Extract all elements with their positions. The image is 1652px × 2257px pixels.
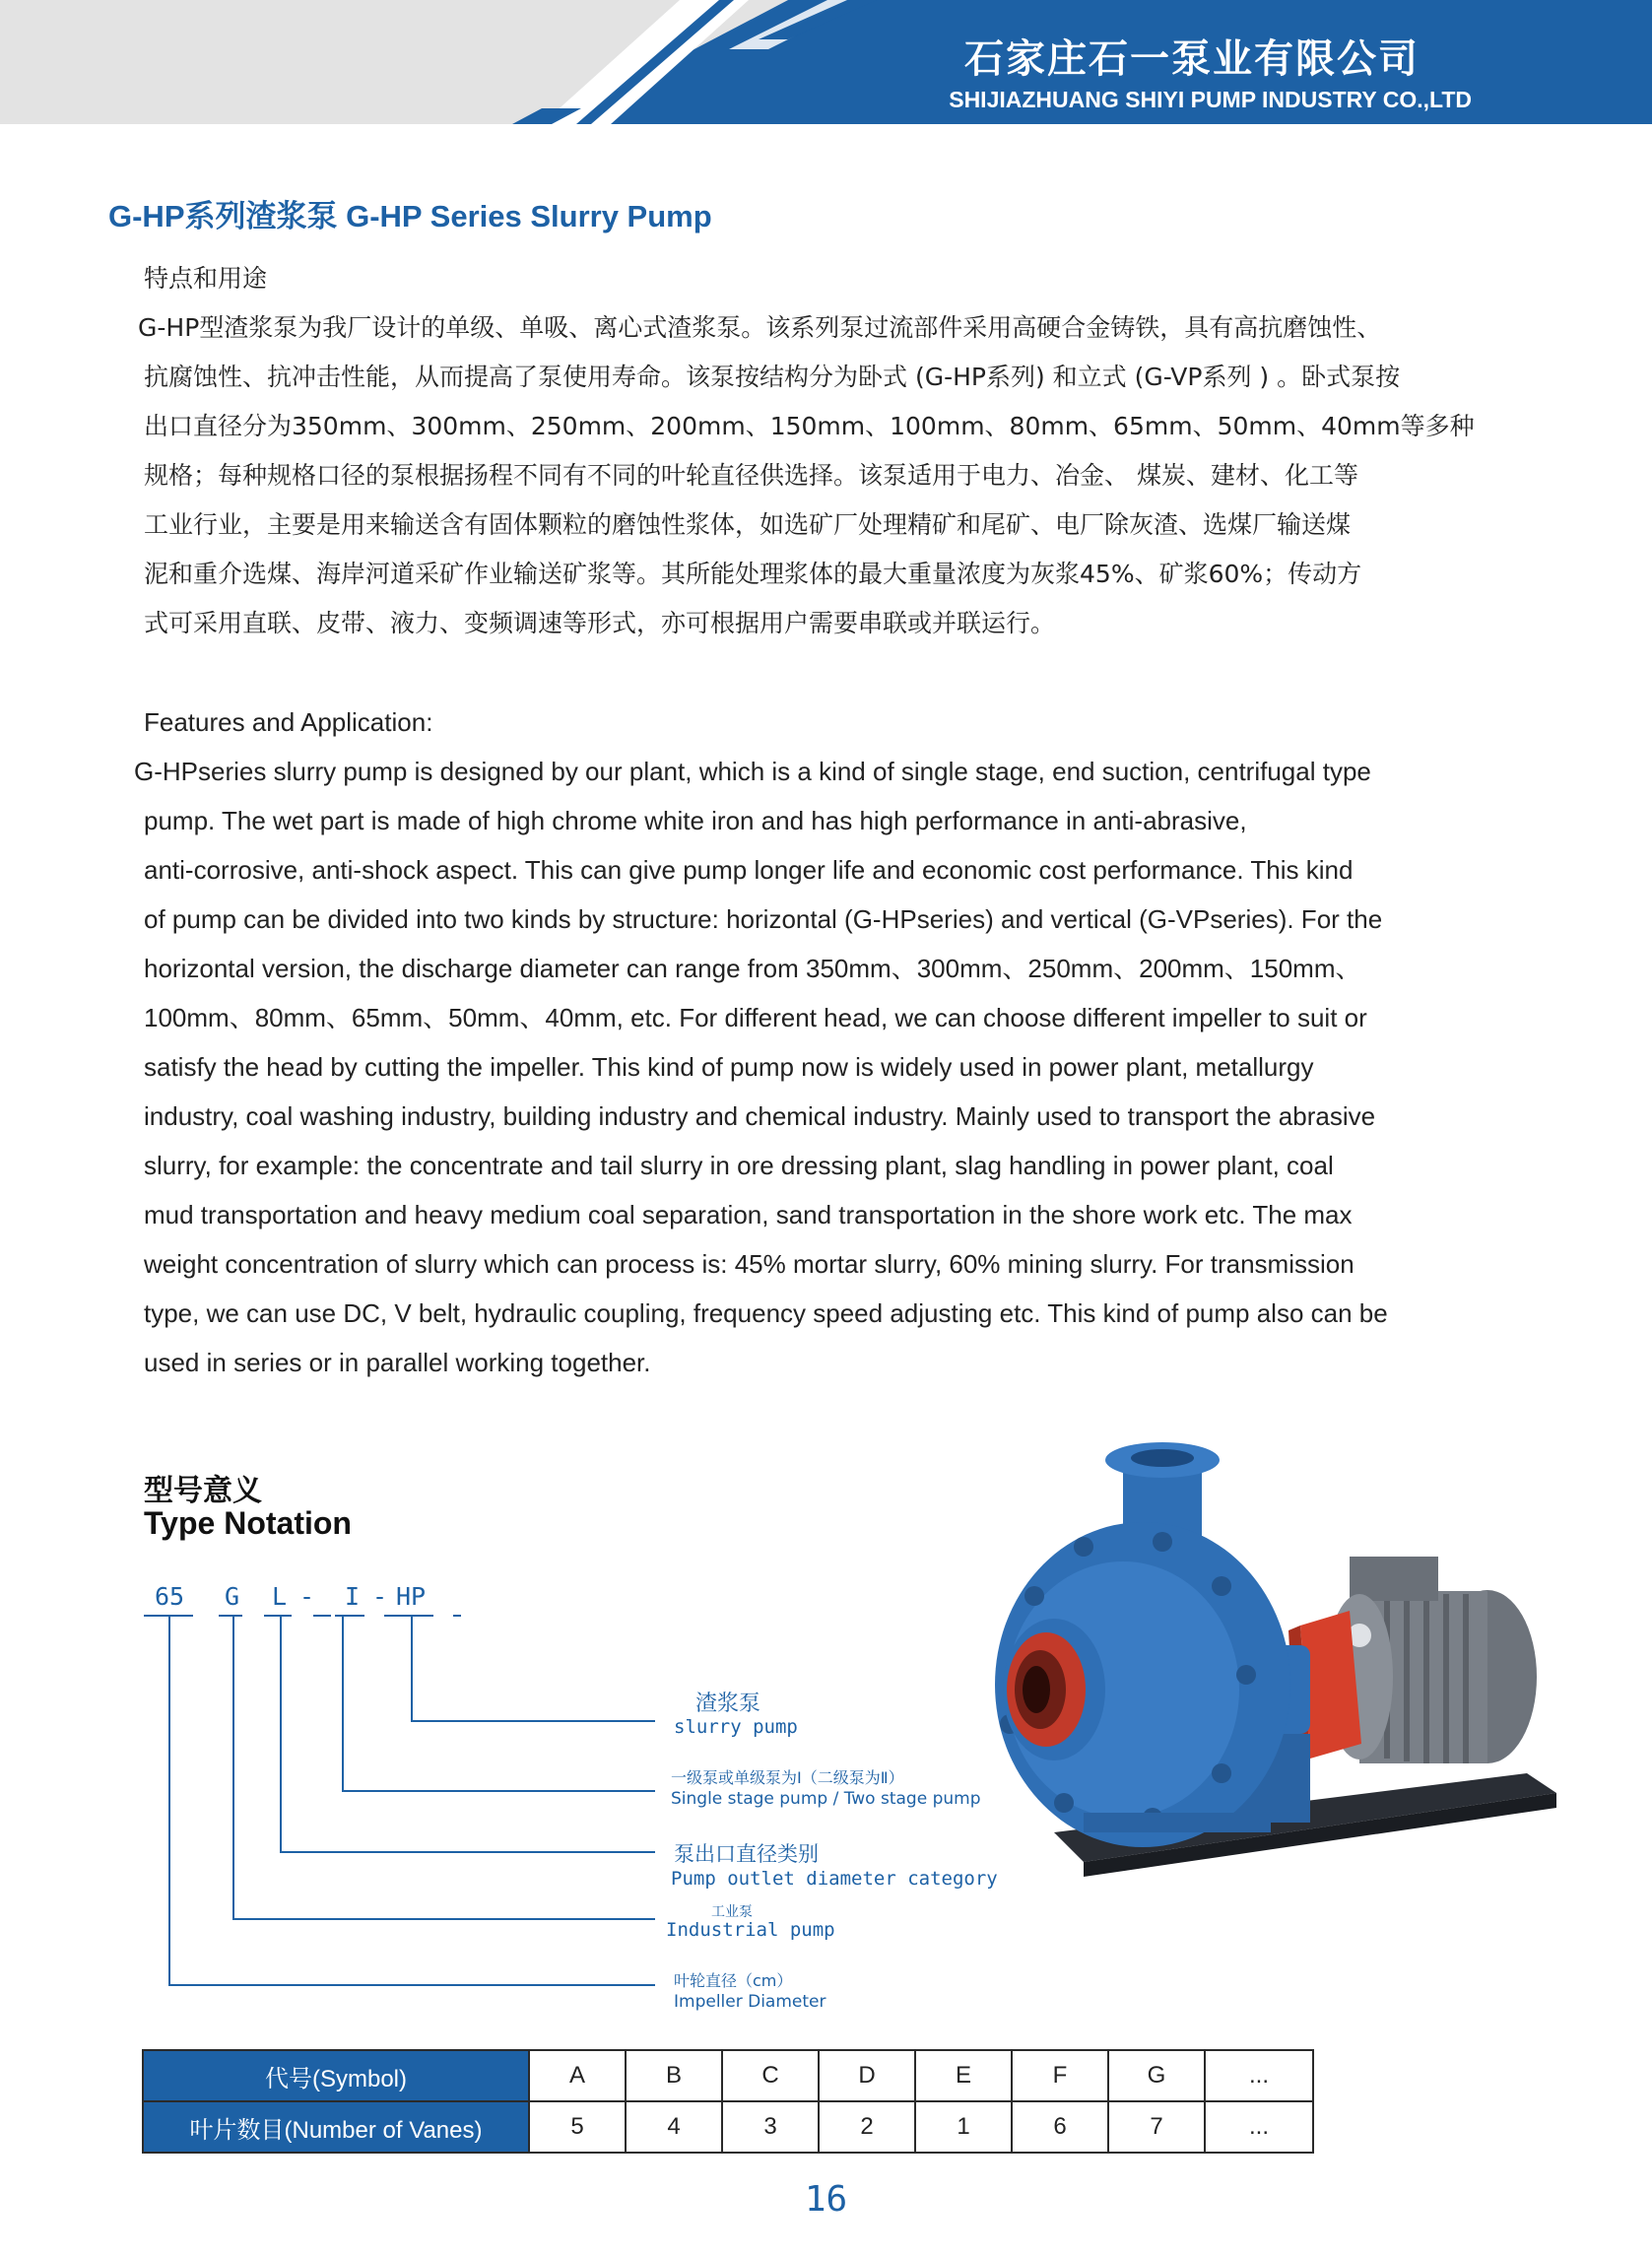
cn-paragraph-line: 出口直径分为350mm、300mm、250mm、200mm、150mm、100mm、80mm、65mm、50mm、40mm等多种 [144, 412, 1475, 440]
cn-features-heading: 特点和用途 [144, 264, 268, 293]
en-paragraph-line: mud transportation and heavy medium coal separation, sand transportation in the shore work etc. The max [144, 1200, 1353, 1229]
table-cell: 4 [626, 2101, 722, 2153]
table-cell: 7 [1108, 2101, 1205, 2153]
table-cell: C [722, 2050, 819, 2101]
code-part-stage: I [345, 1582, 361, 1611]
code-part-dash: - [372, 1582, 388, 1611]
table-cell: 3 [722, 2101, 819, 2153]
code-part-outlet: L [272, 1582, 288, 1611]
code-part-slurry: HP [396, 1582, 427, 1611]
cn-paragraph-line: 规格；每种规格口径的泵根据扬程不同有不同的叶轮直径供选择。该泵适用于电力、冶金、 煤炭、建材、化工等 [144, 461, 1358, 490]
legend-outlet-en: Pump outlet diameter category [671, 1868, 998, 1890]
table-row [143, 2101, 1313, 2153]
page-title: G-HP系列渣浆泵 G-HP Series Slurry Pump [108, 199, 712, 233]
table-cell: 6 [1012, 2101, 1108, 2153]
en-paragraph-line: slurry, for example: the concentrate and tail slurry in ore dressing plant, slag handling in power plant, coal [144, 1151, 1334, 1180]
table-row [143, 2050, 1313, 2101]
en-paragraph-line: of pump can be divided into two kinds by structure: horizontal (G-HPseries) and vertical (G-VPseries). For the [144, 904, 1383, 934]
table-row-header: 叶片数目(Number of Vanes) [143, 2101, 529, 2153]
legend-impeller-en: Impeller Diameter [674, 1992, 826, 2012]
en-paragraph-line: anti-corrosive, anti-shock aspect. This can give pump longer life and economic cost performance. This kind [144, 855, 1354, 885]
en-paragraph-line: used in series or in parallel working together. [144, 1348, 651, 1377]
en-paragraph-line: pump. The wet part is made of high chrome white iron and has high performance in anti-abrasive, [144, 806, 1247, 835]
table-cell: 5 [529, 2101, 626, 2153]
table-cell: 1 [915, 2101, 1012, 2153]
en-paragraph-line: 100mm、80mm、65mm、50mm、40mm, etc. For different head, we can choose different impeller to suit or [144, 1003, 1367, 1032]
cn-paragraph-line: 式可采用直联、皮带、液力、变频调速等形式，亦可根据用户需要串联或并联运行。 [144, 609, 1056, 637]
table-cell: A [529, 2050, 626, 2101]
table-cell: B [626, 2050, 722, 2101]
en-features-heading: Features and Application: [144, 707, 433, 737]
table-cell: F [1012, 2050, 1108, 2101]
type-notation-title-cn: 型号意义 [144, 1474, 262, 1508]
en-paragraph-line: G-HPseries slurry pump is designed by our plant, which is a kind of single stage, end suction, centrifugal type [134, 757, 1371, 786]
cn-paragraph-line: G-HP型渣浆泵为我厂设计的单级、单吸、离心式渣浆泵。该系列泵过流部件采用高硬合金铸铁，具有高抗磨蚀性、 [138, 313, 1382, 342]
legend-outlet-cn: 泵出口直径类别 [674, 1842, 819, 1866]
legend-stage-en: Single stage pump / Two stage pump [671, 1789, 981, 1809]
table-cell: ... [1205, 2101, 1313, 2153]
cn-paragraph-line: 抗腐蚀性、抗冲击性能，从而提高了泵使用寿命。该泵按结构分为卧式 (G-HP系列) 和立式 (G-VP系列 ) 。卧式泵按 [144, 363, 1401, 391]
page-number: 16 [804, 2179, 848, 2220]
legend-stage-cn: 一级泵或单级泵为Ⅰ（二级泵为Ⅱ） [671, 1768, 904, 1787]
table-cell: ... [1205, 2050, 1313, 2101]
company-name-cn: 石家庄石一泵业有限公司 [964, 35, 1420, 82]
code-part-dash: - [299, 1582, 315, 1611]
legend-impeller-cn: 叶轮直径（cm） [674, 1971, 793, 1990]
company-name-en: SHIJIAZHUANG SHIYI PUMP INDUSTRY CO.,LTD [949, 87, 1472, 112]
en-paragraph-line: industry, coal washing industry, building industry and chemical industry. Mainly used to transport the abrasive [144, 1101, 1376, 1131]
legend-industrial-cn: 工业泵 [711, 1904, 753, 1920]
table-cell: 2 [819, 2101, 915, 2153]
legend-industrial-en: Industrial pump [666, 1919, 835, 1941]
legend-slurry-en: slurry pump [674, 1716, 798, 1738]
en-paragraph-line: horizontal version, the discharge diameter can range from 350mm、300mm、250mm、200mm、150mm、 [144, 954, 1361, 983]
en-paragraph-line: weight concentration of slurry which can process is: 45% mortar slurry, 60% mining slurry. For transmission [144, 1249, 1355, 1279]
slurry-pump-image [975, 1419, 1566, 1892]
table-cell: E [915, 2050, 1012, 2101]
table-row-header: 代号(Symbol) [143, 2050, 529, 2101]
table-cell: G [1108, 2050, 1205, 2101]
cn-paragraph-line: 泥和重介选煤、海岸河道采矿作业输送矿浆等。其所能处理浆体的最大重量浓度为灰浆45%、矿浆60%；传动方 [144, 560, 1362, 588]
type-notation-title-en: Type Notation [144, 1505, 352, 1541]
vanes-table [142, 2049, 1314, 2154]
code-part-impeller: 65 [155, 1582, 185, 1611]
en-paragraph-line: type, we can use DC, V belt, hydraulic coupling, frequency speed adjusting etc. This kind of pump also can be [144, 1298, 1388, 1328]
legend-slurry-cn: 渣浆泵 [695, 1692, 761, 1716]
cn-paragraph-line: 工业行业，主要是用来输送含有固体颗粒的磨蚀性浆体，如选矿厂处理精矿和尾矿、电厂除灰渣、选煤厂输送煤 [144, 510, 1352, 539]
code-part-industrial: G [225, 1582, 240, 1611]
en-paragraph-line: satisfy the head by cutting the impeller. This kind of pump now is widely used in power plant, metallurgy [144, 1052, 1314, 1082]
table-cell: D [819, 2050, 915, 2101]
